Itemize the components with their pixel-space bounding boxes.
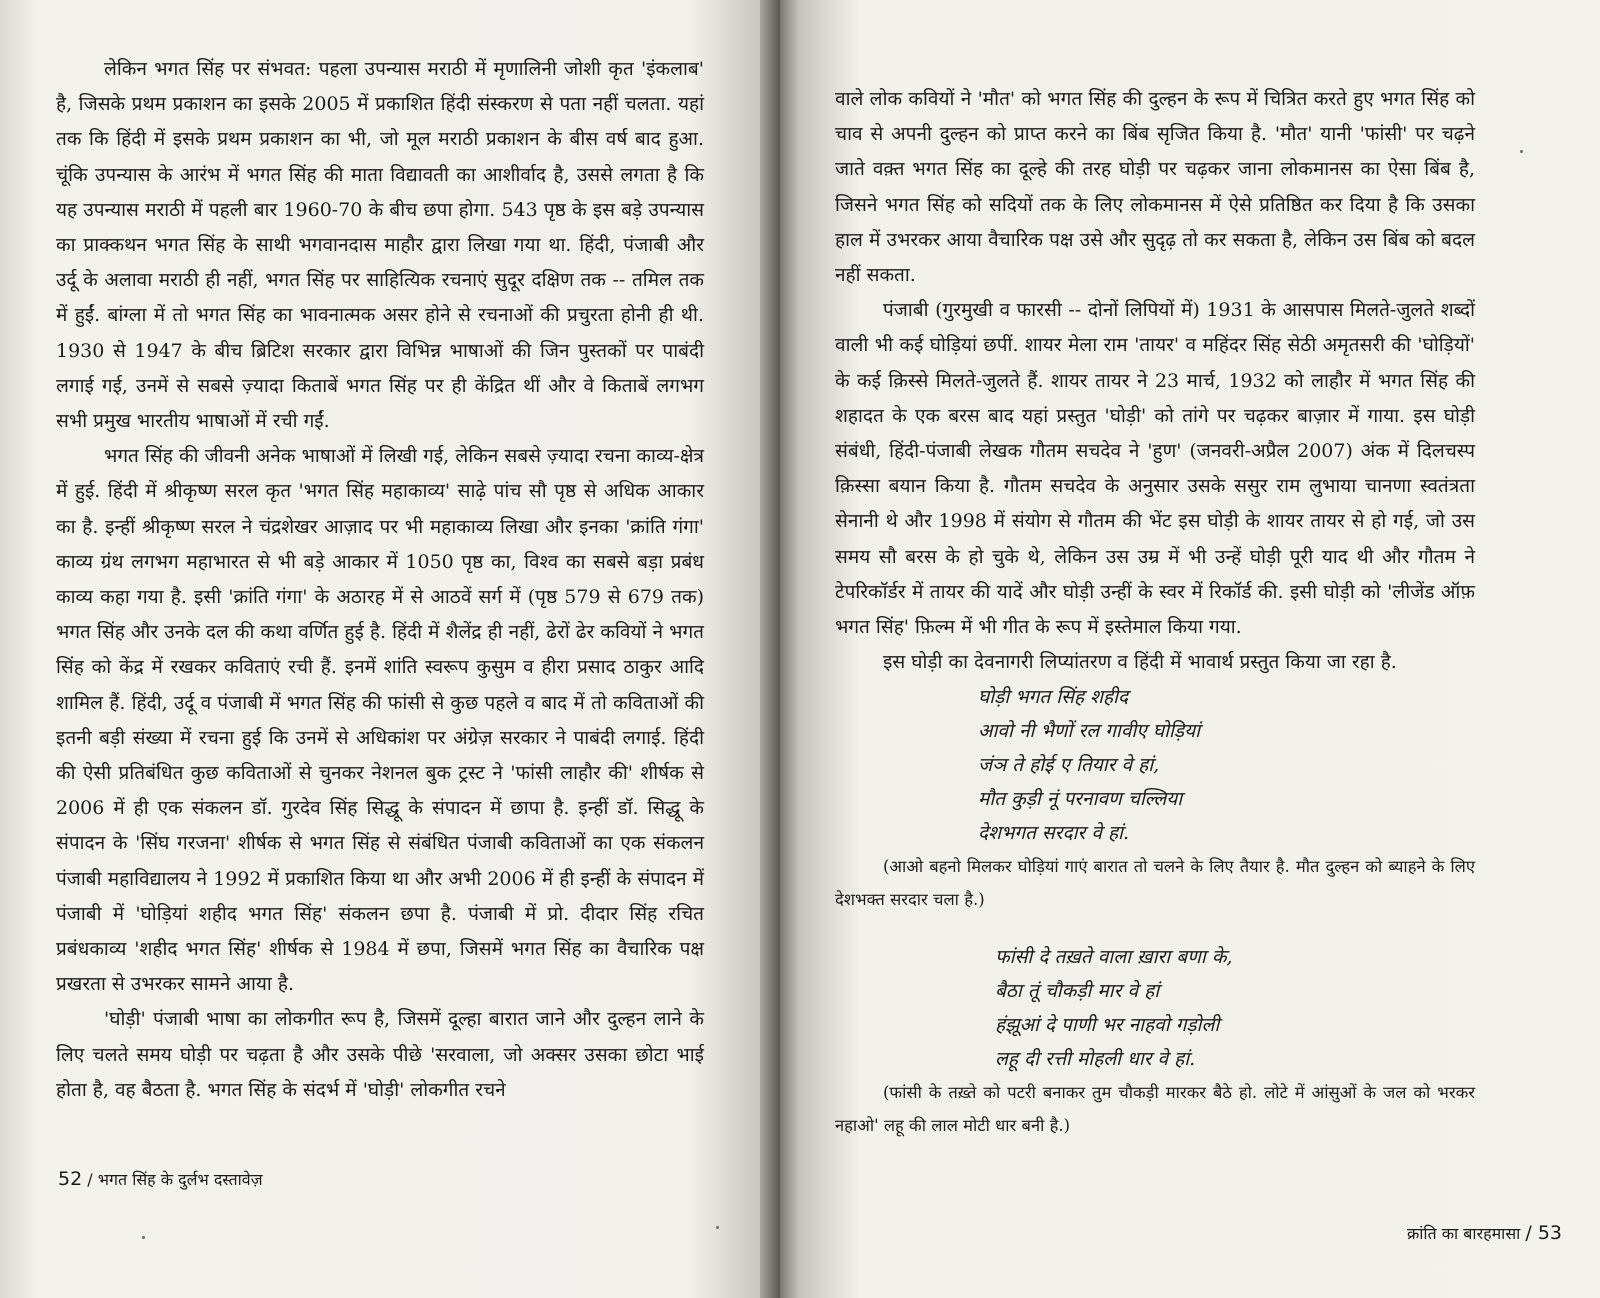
verse-line: बैठा तूं चौकड़ी मार वे हां: [995, 980, 1160, 1003]
paragraph: भगत सिंह की जीवनी अनेक भाषाओं में लिखी गई, लेकिन सबसे ज़्यादा रचना काव्य-क्षेत्र में हुई. हिंदी में श्रीकृष्ण सरल कृत 'भगत सिंह महाकाव्य' साढ़े पांच सौ पृष्ठ से अधिक आकार का है. इन्हीं श्रीकृष्ण सरल ने चंद्रशेखर आज़ाद पर भी महाकाव्य लिखा और इनका 'क्रांति गंगा' काव्य ग्रंथ लगभग महाभारत से भी बड़े आकार में 1050 पृष्ठ का, विश्व का सबसे बड़ा प्रबंध काव्य कहा गया है. इसी 'क्रांति गंगा' के अठारह में से आठवें सर्ग में (पृष्ठ 579 से 679 तक) भगत सिंह और उनके दल की कथा वर्णित हुई है. हिंदी में शैलेंद्र ही नहीं, ढेरों ढेर कवियों ने भगत सिंह को केंद्र में रखकर कविताएं रची हैं. इनमें शांति स्वरूप कुसुम व हीरा प्रसाद ठाकुर आदि शामिल हैं. हिंदी, उर्दू व पंजाबी में भगत सिंह की फांसी से कुछ पहले व बाद में तो कविताओं की इतनी बड़ी संख्या में रचना हुई कि उनमें से अधिकांश पर अंग्रेज़ सरकार ने पाबंदी लगाई. हिंदी की ऐसी प्रतिबंधित कुछ कविताओं से चुनकर नेशनल बुक ट्रस्ट ने 'फांसी लाहौर की' शीर्षक से 2006 में ही एक संकलन डॉ. गुरदेव सिंह सिद्धू के संपादन में छापा है. इन्हीं डॉ. सिद्धू के संपादन के 'सिंघ गरजना' शीर्षक से भगत सिंह से संबंधित पंजाबी कविताओं का एक संकलन पंजाबी महाविद्यालय ने 1992 में प्रकाशित किया था और अभी 2006 में ही इन्हीं के संपादन में पंजाबी में 'घोड़ियां शहीद भगत सिंह' संकलन छपा है. पंजाबी में प्रो. दीदार सिंह रचित प्रबंधकाव्य 'शहीद भगत सिंह' शीर्षक से 1984 में छपा, जिसमें भगत सिंह का वैचारिक पक्ष प्रखरता से उभरकर सामने आया है.: [56, 445, 704, 996]
paper-speck: [716, 1226, 719, 1229]
page-number: 52: [58, 1168, 83, 1190]
book-title: / भगत सिंह के दुर्लभ दस्तावेज़: [87, 1170, 263, 1189]
left-page-text: [56, 52, 704, 1108]
left-page: [0, 0, 780, 1298]
page-footer-right: [1407, 1222, 1562, 1244]
chapter-title: क्रांति का बारहमासा: [1406, 1224, 1521, 1243]
verse-line: घोड़ी भगत सिंह शहीद: [978, 686, 1129, 709]
paper-speck: [142, 1236, 145, 1239]
paper-speck: [1520, 150, 1523, 153]
verse-block: [978, 680, 1475, 850]
paragraph: पंजाबी (गुरमुखी व फारसी -- दोनों लिपियों में) 1931 के आसपास मिलते-जुलते शब्दों वाली भी कई घोड़ियां छपीं. शायर मेला राम 'तायर' व महिंदर सिंह सेठी अमृतसरी की 'घोड़ियों' के कई क़िस्से मिलते-जुलते हैं. शायर तायर ने 23 मार्च, 1932 को लाहौर में भगत सिंह की शहादत के एक बरस बाद यहां प्रस्तुत 'घोड़ी' को तांगे पर चढ़कर बाज़ार में गाया. इस घोड़ी संबंधी, हिंदी-पंजाबी लेखक गौतम सचदेव ने 'हुण' (जनवरी-अप्रैल 2007) अंक में दिलचस्प क़िस्सा बयान किया है. गौतम सचदेव के अनुसार उसके ससुर राम लुभाया चानणा स्वतंत्रता सेनानी थे और 1998 में संयोग से गौतम की भेंट इस घोड़ी के शायर तायर से हो गई, जो उस समय सौ बरस के हो चुके थे, लेकिन उस उम्र में भी उन्हें घोड़ी पूरी याद थी और गौतम ने टेपरिकॉर्डर में तायर की यादें और घोड़ी उन्हीं के स्वर में रिकॉर्ड की. इसी घोड़ी को 'लीजेंड ऑफ़ भगत सिंह' फ़िल्म में भी गीत के रूप में इस्तेमाल किया गया.: [835, 299, 1475, 639]
right-page: [780, 0, 1600, 1298]
verse-line: आवो नी भैणों रल गावीए घोड़ियां: [978, 720, 1201, 743]
verse-block: [995, 940, 1475, 1076]
paragraph: 'घोड़ी' पंजाबी भाषा का लोकगीत रूप है, जिसमें दूल्हा बारात जाने और दुल्हन लाने के लिए चलते समय घोड़ी पर चढ़ता है और उसके पीछे 'सरवाला, जो अक्सर उसका छोटा भाई होता है, वह बैठता है. भगत सिंह के संदर्भ में 'घोड़ी' लोकगीत रचने: [56, 1008, 704, 1101]
translation: (फांसी के तख़्ते को पटरी बनाकर तुम चौकड़ी मारकर बैठे हो. लोटे में आंसुओं के जल को भरकर नहाओ' लहू की लाल मोटी धार बनी है.): [835, 1083, 1475, 1136]
verse-line: फांसी दे तख़ते वाला ख़ारा बणा के,: [995, 946, 1233, 969]
right-page-text: [835, 82, 1475, 1142]
verse-line: देशभगत सरदार वे हां.: [978, 822, 1130, 845]
paragraph: लेकिन भगत सिंह पर संभवत: पहला उपन्यास मराठी में मृणालिनी जोशी कृत 'इंकलाब' है, जिसके प्रथम प्रकाशन का इसके 2005 में प्रकाशित हिंदी संस्करण से पता नहीं चलता. यहां तक कि हिंदी में इसके प्रथम प्रकाशन का भी, जो मूल मराठी प्रकाशन के बीस वर्ष बाद हुआ. चूंकि उपन्यास के आरंभ में भगत सिंह की माता विद्यावती का आशीर्वाद है, उससे लगता है कि यह उपन्यास मराठी में पहली बार 1960-70 के बीच छपा होगा. 543 पृष्ठ के इस बड़े उपन्यास का प्राक्कथन भगत सिंह के साथी भगवानदास माहौर द्वारा लिखा गया था. हिंदी, पंजाबी और उर्दू के अलावा मराठी ही नहीं, भगत सिंह पर साहित्यिक रचनाएं सुदूर दक्षिण तक -- तमिल तक में हुईं. बांग्ला में तो भगत सिंह का भावनात्मक असर होने से रचनाओं की प्रचुरता होनी ही थी. 1930 से 1947 के बीच ब्रिटिश सरकार द्वारा विभिन्न भाषाओं की जिन पुस्तकों पर पाबंदी लगाई गई, उनमें से सबसे ज़्यादा किताबें भगत सिंह पर ही केंद्रित थीं और वे किताबें लगभग सभी प्रमुख भारतीय भाषाओं में रची गईं.: [56, 58, 704, 433]
verse-line: हंझूआं दे पाणी भर नाहवो गड़ोली: [995, 1014, 1220, 1037]
paragraph: इस घोड़ी का देवनागरी लिप्यांतरण व हिंदी में भावार्थ प्रस्तुत किया जा रहा है.: [883, 651, 1397, 674]
page-footer-left: [58, 1168, 263, 1190]
verse-line: लहू दी रत्ती मोहली धार वे हां.: [995, 1048, 1196, 1071]
paragraph: वाले लोक कवियों ने 'मौत' को भगत सिंह की दुल्हन के रूप में चित्रित करते हुए भगत सिंह को चाव से अपनी दुल्हन को प्राप्त करने का बिंब सृजित किया है. 'मौत' यानी 'फांसी' पर चढ़ने जाते वक़्त भगत सिंह का दूल्हे की तरह घोड़ी पर चढ़कर जाना लोकमानस का ऐसा बिंब है, जिसने भगत सिंह को सदियों तक के लिए लोकमानस में ऐसे प्रतिष्ठित कर दिया है कि उसका हाल में उभरकर आया वैचारिक पक्ष उसे और सुदृढ़ तो कर सकता है, लेकिन उस बिंब को बदल नहीं सकता.: [835, 88, 1475, 287]
translation: (आओ बहनो मिलकर घोड़ियां गाएं बारात तो चलने के लिए तैयार है. मौत दुल्हन को ब्याहने के लिए देशभक्त सरदार चला है.): [835, 857, 1475, 910]
page-number: / 53: [1525, 1222, 1562, 1244]
verse-line: मौत कुड़ी नूं परनावण चल्लिया: [978, 788, 1183, 811]
verse-line: जंञ ते होई ए तियार वे हां,: [978, 754, 1160, 777]
